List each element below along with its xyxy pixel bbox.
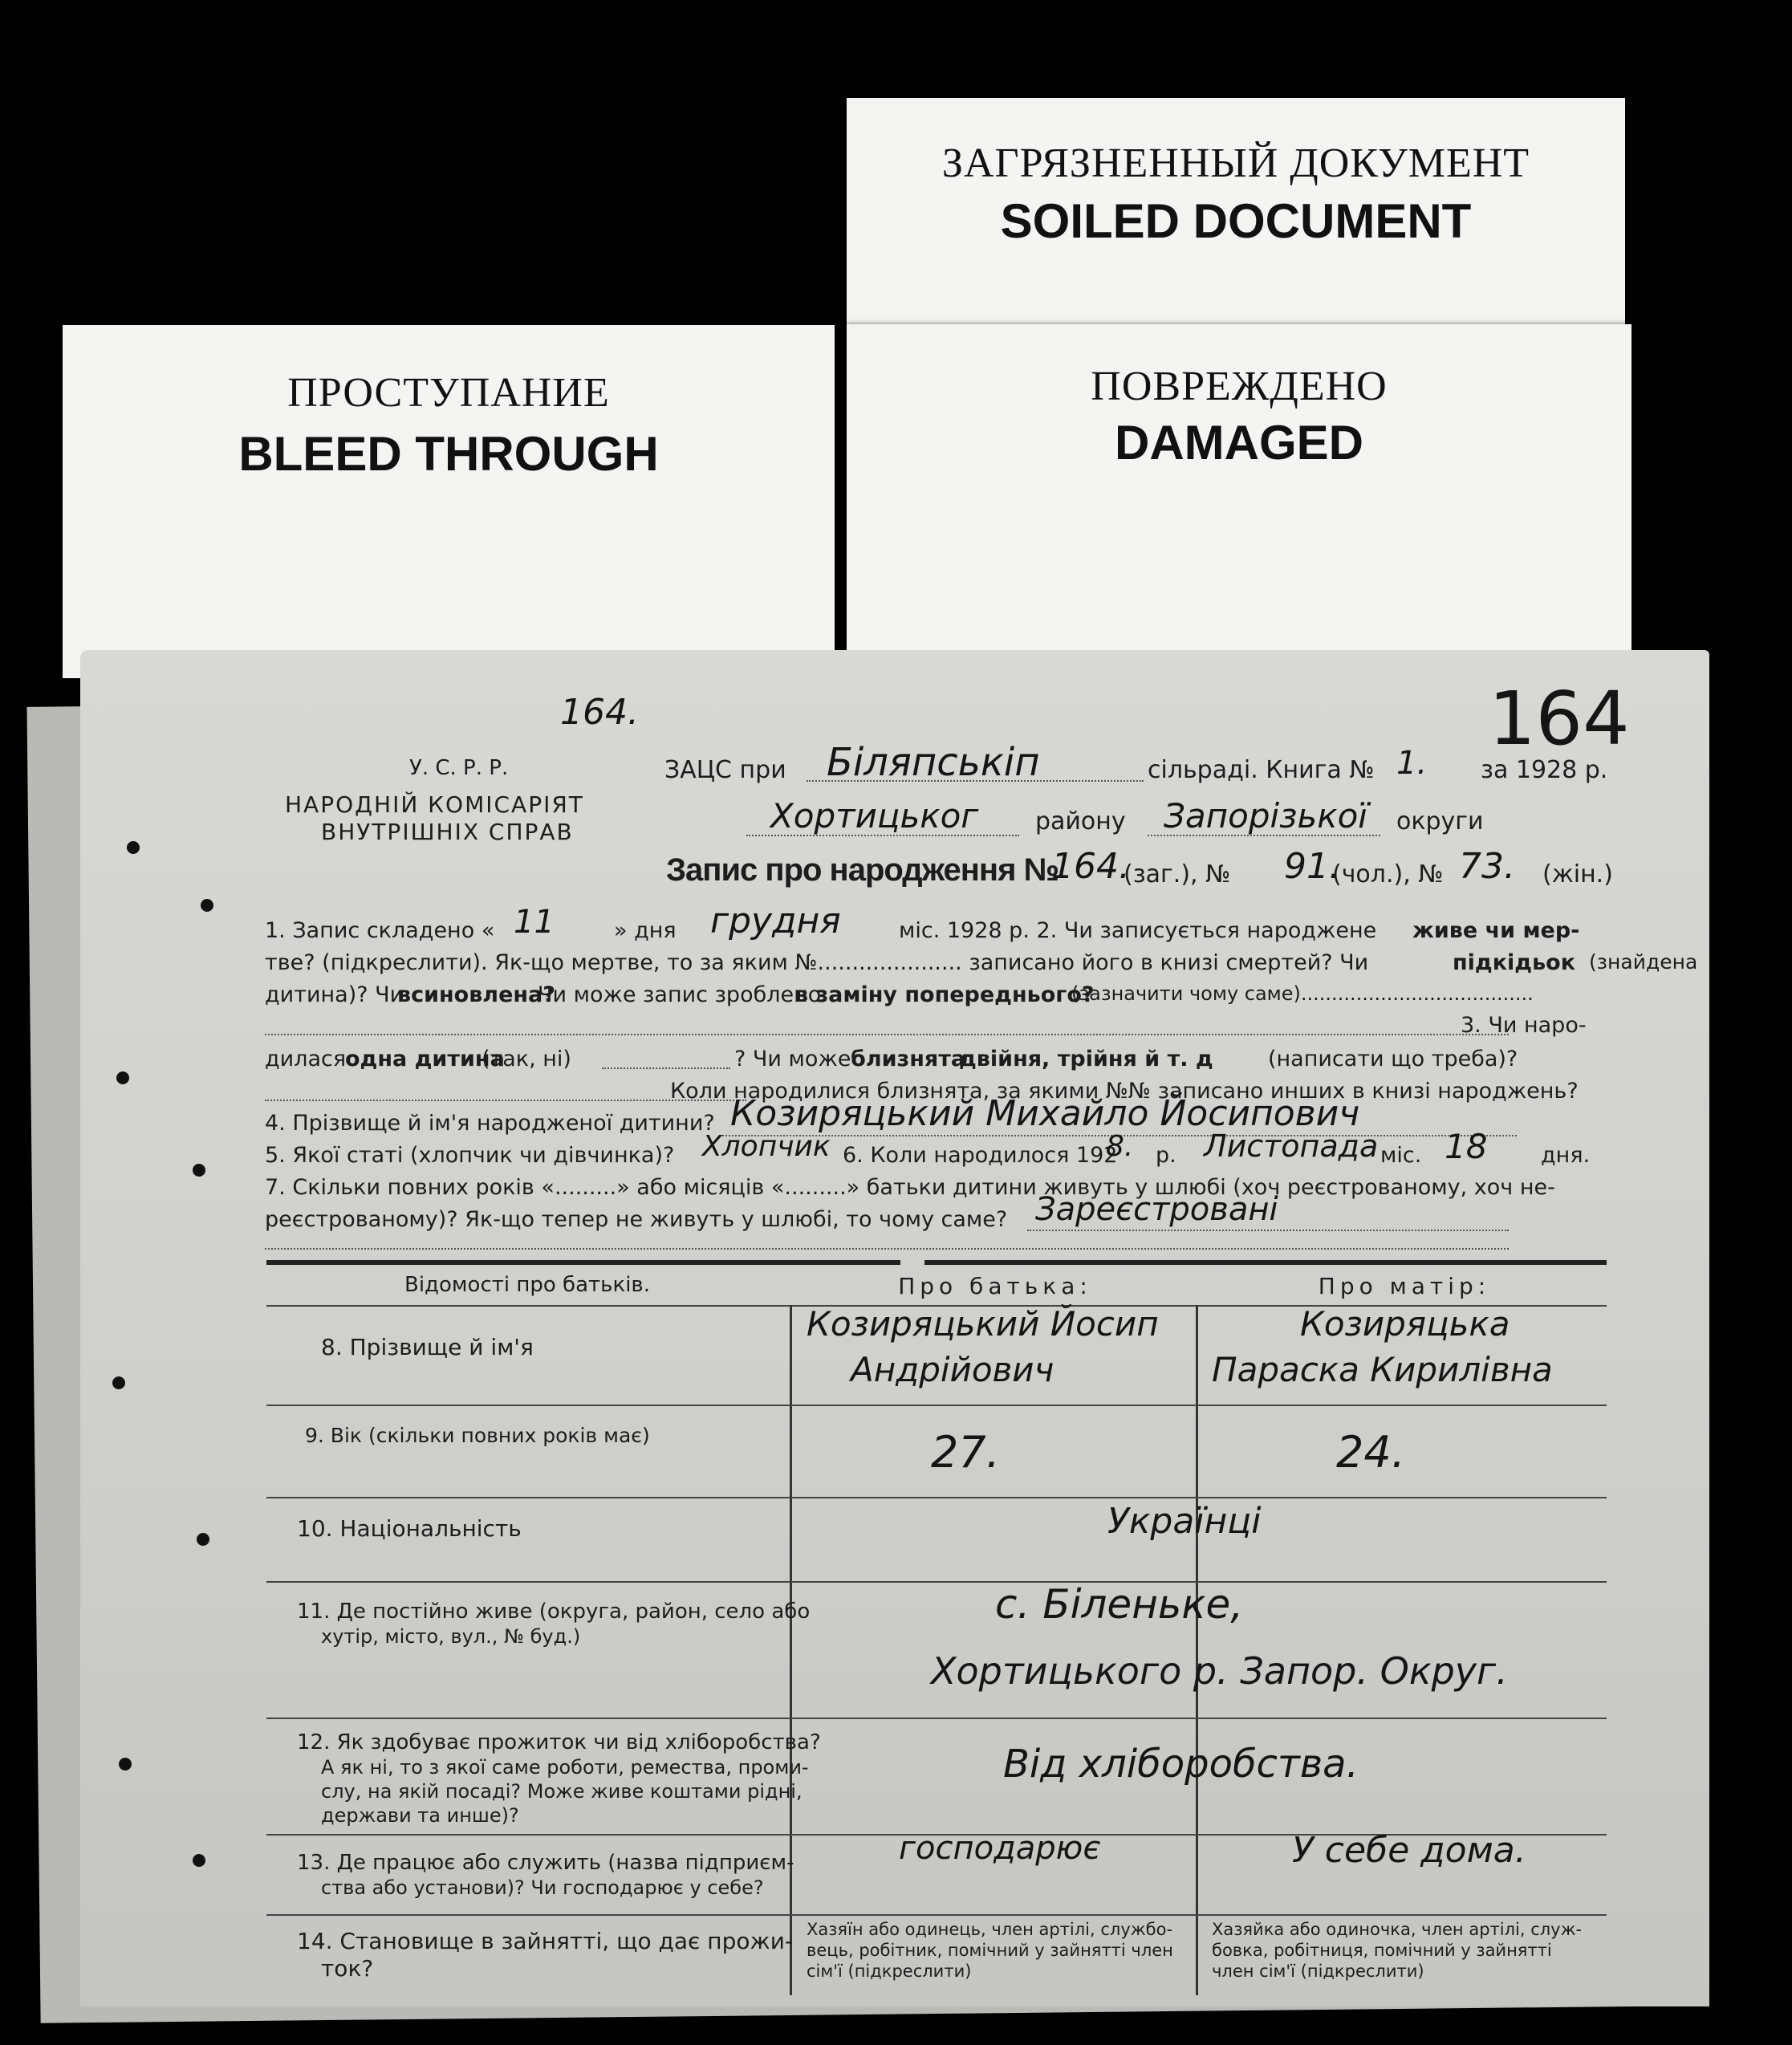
label-soiled-document xyxy=(847,98,1625,339)
row-name-label: 8. Прізвище й ім'я xyxy=(321,1334,534,1360)
q3-multiples: двійня, трійня й т. д xyxy=(959,1047,1213,1071)
marriage-status: Зареєстровані xyxy=(1035,1191,1278,1228)
binding-hole xyxy=(197,1533,209,1546)
village-council-name: Бiляпськiп xyxy=(827,740,1040,785)
mother-work: У себе дома. xyxy=(1292,1830,1526,1871)
table-header-father: Про батька: xyxy=(898,1273,1092,1299)
birth-day: 18 xyxy=(1445,1127,1488,1166)
table-rule xyxy=(266,1718,1607,1719)
q2-found-label: (знайдена xyxy=(1589,950,1698,974)
q2-reason: (зазначити чому саме)...................................... xyxy=(1071,982,1534,1005)
livelihood: Від хліборобства. xyxy=(1003,1742,1359,1787)
commissariat-line-2: ВНУТРІШНІХ СПРАВ xyxy=(321,819,574,845)
q1-text-b: » дня xyxy=(614,918,677,943)
row-work-label-1: 13. Де працює або служить (назва підприєм- xyxy=(297,1851,794,1875)
row-livelihood-label-2: А як ні, то з якої саме роботи, ремества, проми- xyxy=(321,1756,809,1779)
row-livelihood-label-4: держави та инше)? xyxy=(321,1804,519,1827)
q3-yes-no: (так, ні) xyxy=(482,1047,571,1071)
row-livelihood-label-1: 12. Як здобуває прожиток чи від хліборобства? xyxy=(297,1730,821,1754)
fill-line xyxy=(1148,835,1380,836)
binding-hole xyxy=(116,1071,129,1084)
row-nationality-label: 10. Національність xyxy=(297,1515,522,1542)
mother-status-line-1: Хазяйка або одиночка, член артілі, служ- xyxy=(1212,1920,1583,1939)
q3-born-label: дилася xyxy=(265,1047,347,1071)
okrug-label: округи xyxy=(1396,807,1484,835)
q6-year-suffix: р. xyxy=(1156,1143,1176,1168)
table-rule xyxy=(266,1581,1607,1583)
row-livelihood-label-3: слу, на якій посаді? Може живе коштами рідні, xyxy=(321,1780,803,1803)
table-rule xyxy=(266,1914,1607,1916)
q2-adopted: всиновлена? xyxy=(397,982,555,1007)
binding-hole xyxy=(112,1376,125,1389)
mother-status-line-2: бовка, робітниця, помічний у зайнятті xyxy=(1212,1941,1552,1960)
commissariat-line-1: НАРОДНІЙ КОМІСАРІЯТ xyxy=(285,791,584,818)
label-damaged-ru: ПОВРЕЖДЕНО xyxy=(1091,364,1388,409)
label-soiled-ru: ЗАГРЯЗНЕННЫЙ ДОКУМЕНТ xyxy=(941,140,1530,186)
male-record-label: (чол.), № xyxy=(1332,860,1444,888)
page-number-small: 164. xyxy=(560,692,639,733)
row-occupation-label-2: ток? xyxy=(321,1955,374,1982)
table-top-rule xyxy=(266,1260,900,1265)
female-record-label: (жін.) xyxy=(1542,860,1613,888)
table-header-info: Відомості про батьків. xyxy=(404,1273,651,1297)
table-rule xyxy=(266,1497,1607,1498)
label-damaged-en: DAMAGED xyxy=(1115,416,1363,470)
record-day: 11 xyxy=(514,904,555,941)
father-age: 27. xyxy=(931,1427,1000,1478)
q3-twins: близнята xyxy=(851,1047,966,1071)
label-bleed-ru: ПРОСТУПАНИЕ xyxy=(287,370,610,416)
q3-maybe: ? Чи може xyxy=(734,1047,851,1071)
record-total-label: (заг.), № xyxy=(1124,860,1231,888)
q7-line-2: реєстрованому)? Як-що тепер не живуть у шлюбі, то чому саме? xyxy=(265,1207,1008,1232)
row-residence-label-1: 11. Де постійно живе (округа, район, село або xyxy=(297,1600,811,1624)
father-name-line-1: Козиряцький Йосип xyxy=(807,1304,1159,1344)
male-record-number: 91. xyxy=(1284,846,1340,887)
binding-hole xyxy=(127,841,140,854)
father-status-line-3: сім'ї (підкреслити) xyxy=(807,1962,972,1981)
mother-age: 24. xyxy=(1336,1427,1405,1478)
q3-start: 3. Чи наро- xyxy=(1461,1013,1587,1038)
okrug-name: Запорiзької xyxy=(1164,796,1367,835)
row-work-label-2: ства або установи)? Чи господарює у себе? xyxy=(321,1876,764,1899)
page-number-large: 164 xyxy=(1489,676,1630,762)
table-header-mother: Про матір: xyxy=(1318,1273,1491,1299)
label-bleed-en: BLEED THROUGH xyxy=(238,427,659,481)
table-rule xyxy=(266,1405,1607,1406)
father-name-line-2: Андрійович xyxy=(851,1350,1054,1389)
label-soiled-en: SOILED DOCUMENT xyxy=(1000,194,1472,248)
child-sex: Хлопчик xyxy=(702,1130,831,1163)
fill-line xyxy=(807,780,1144,782)
record-title: Запис про народження № xyxy=(666,852,1059,888)
q2-child-label: дитина)? Чи xyxy=(265,982,404,1007)
table-column-divider xyxy=(790,1305,792,1995)
q2-line: тве? (підкреслити). Як-що мертве, то за яким №..................... записано його в книзі смертей? Чи xyxy=(265,950,1369,975)
q2-record-made: Чи може запис зроблено xyxy=(538,982,822,1007)
fill-line xyxy=(265,1034,1509,1035)
residence-line-1: с. Біленьке, xyxy=(995,1581,1244,1628)
binding-hole xyxy=(193,1164,205,1177)
mother-name-line-2: Параска Кирилівна xyxy=(1212,1350,1553,1389)
fill-line xyxy=(602,1067,730,1069)
fill-line xyxy=(265,1248,1509,1250)
nationality: Українці xyxy=(1107,1501,1262,1542)
row-occupation-label-1: 14. Становище в зайнятті, що дає прожи- xyxy=(297,1928,794,1954)
father-work: господарює xyxy=(899,1830,1101,1867)
birth-year-digit: 8. xyxy=(1106,1130,1134,1163)
book-number: 1. xyxy=(1396,745,1428,782)
label-damaged xyxy=(847,324,1631,677)
father-status-line-1: Хазяїн або одинець, член артілі, службо- xyxy=(807,1920,1173,1939)
record-number: 164. xyxy=(1051,846,1130,887)
zags-prefix: ЗАЦС при xyxy=(664,756,786,784)
fill-line xyxy=(1027,1230,1509,1231)
label-bleed-through xyxy=(63,325,835,678)
mother-name-line-1: Козиряцька xyxy=(1300,1304,1510,1344)
female-record-number: 73. xyxy=(1459,846,1515,887)
birth-record-sheet xyxy=(80,650,1709,2006)
q4-label: 4. Прізвище й ім'я народженої дитини? xyxy=(265,1111,715,1136)
book-year: за 1928 р. xyxy=(1481,756,1608,784)
district-label: району xyxy=(1035,807,1126,835)
table-top-rule xyxy=(924,1260,1607,1265)
q3-one-child: одна дитина xyxy=(345,1047,505,1071)
child-name: Козиряцький Михайло Йосипович xyxy=(730,1093,1360,1134)
council-book-label: сільраді. Книга № xyxy=(1148,756,1375,784)
binding-hole xyxy=(201,899,213,912)
binding-hole xyxy=(193,1854,205,1867)
ussr-label: У. С. Р. Р. xyxy=(409,756,509,780)
q1-text-c: міс. 1928 р. 2. Чи записується народжене xyxy=(899,918,1377,943)
q6-month-label: міс. xyxy=(1380,1143,1422,1168)
row-residence-label-2: хутір, місто, вул., № буд.) xyxy=(321,1625,581,1648)
residence-line-2: Хортицького р. Запор. Округ. xyxy=(931,1649,1508,1693)
q3-twins-records: Коли народилися близнята, за якими №№ записано инших в книзі народжень? xyxy=(670,1079,1579,1104)
q5-label: 5. Якої статі (хлопчик чи дівчинка)? xyxy=(265,1143,675,1168)
q6-day-label: дня. xyxy=(1541,1143,1591,1168)
q3-write: (написати що треба)? xyxy=(1268,1047,1518,1071)
binding-hole xyxy=(119,1758,132,1771)
record-month: грудня xyxy=(710,901,841,941)
mother-status-line-3: член сім'ї (підкреслити) xyxy=(1212,1962,1424,1981)
row-age-label: 9. Вік (скільки повних років має) xyxy=(305,1424,650,1447)
q1-text-a: 1. Запис складено « xyxy=(265,918,495,943)
father-status-line-2: вець, робітник, помічний у зайнятті член xyxy=(807,1941,1173,1960)
fill-line xyxy=(746,835,1019,836)
q2-replacement: в заміну попереднього? xyxy=(794,982,1095,1007)
birth-month: Листопада xyxy=(1204,1128,1379,1164)
q2-foundling: підкідьок xyxy=(1453,950,1576,975)
q7-line-1: 7. Скільки повних років «.........» або місяців «.........» батьки дитини живуть у шлюбі (хоч реєстрованому, хоч не- xyxy=(265,1175,1555,1200)
q1-text-d: живе чи мер- xyxy=(1412,918,1580,943)
district-name: Хортицьког xyxy=(770,796,979,835)
q6-label: 6. Коли народилося 192 xyxy=(843,1143,1118,1168)
